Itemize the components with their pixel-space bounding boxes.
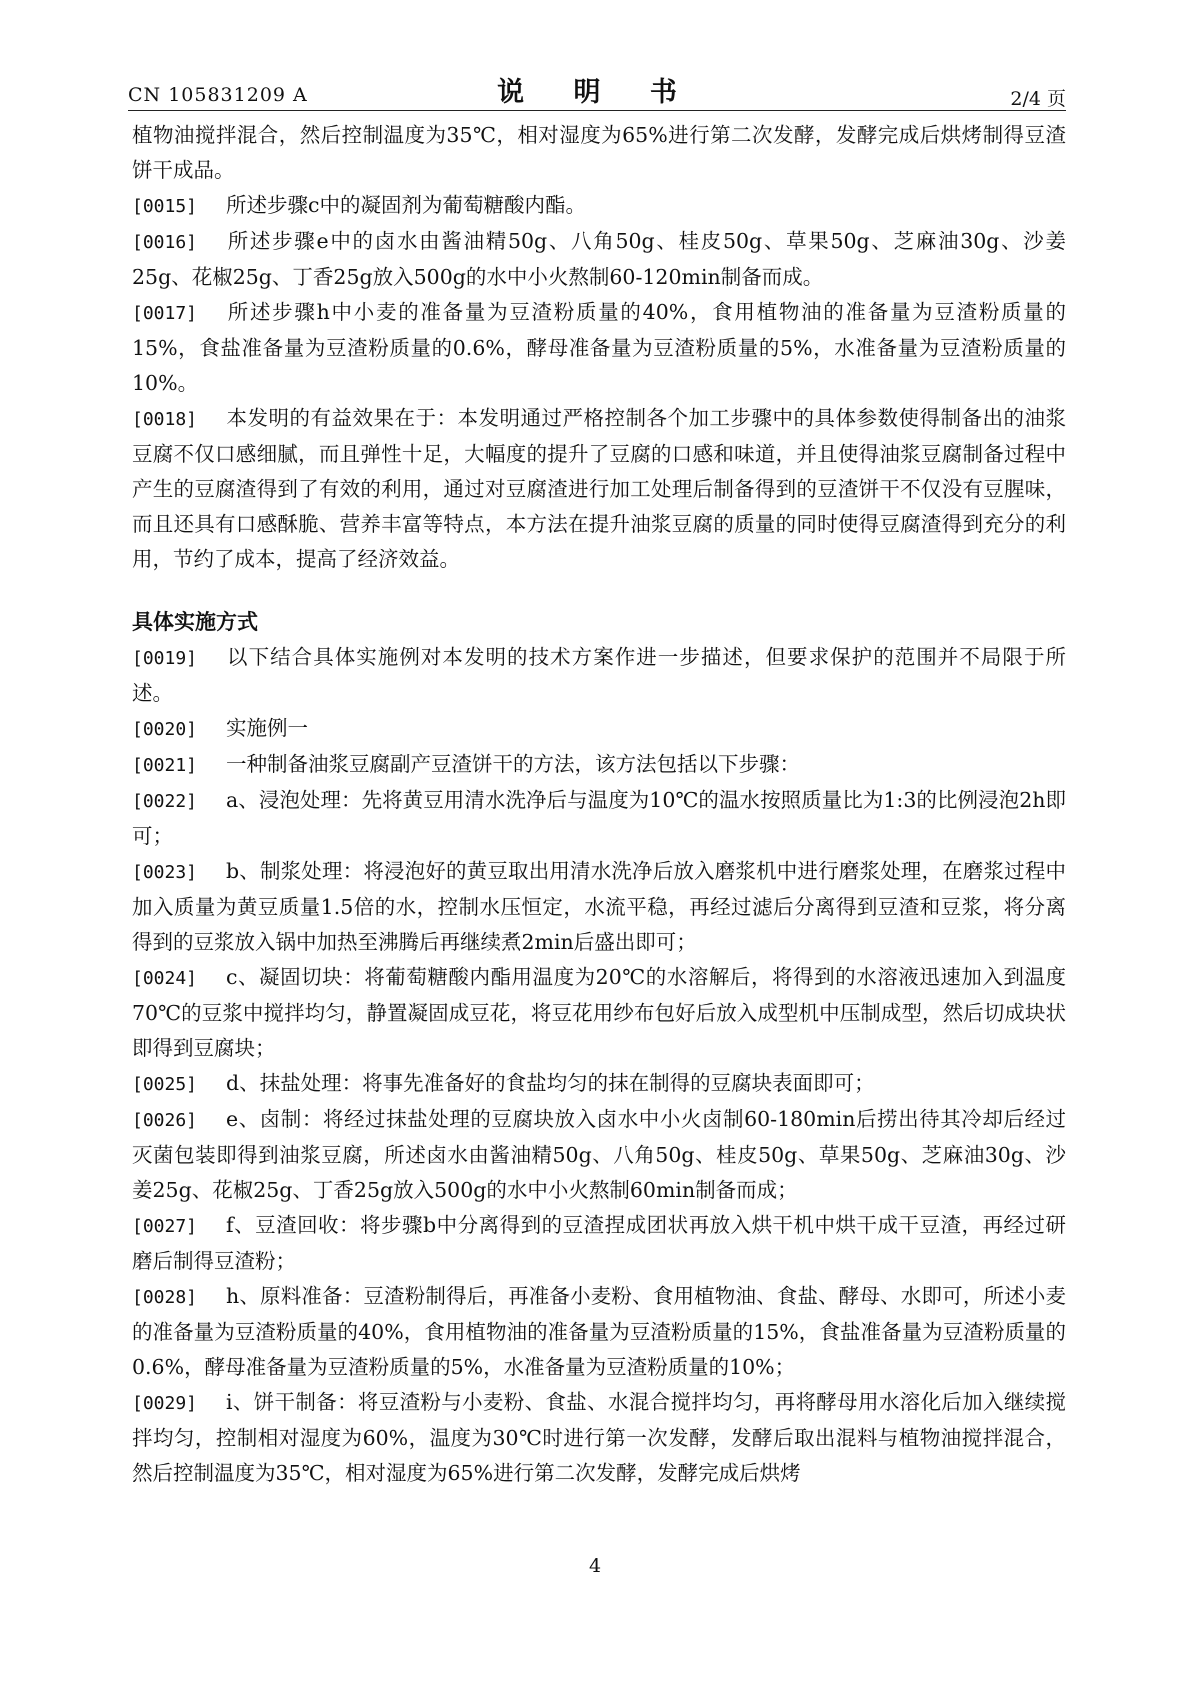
document-title: 说 明 书	[497, 77, 697, 108]
paragraph	[132, 1102, 1066, 1208]
paragraph-text: 所述步骤c中的凝固剂为葡萄糖酸内酯。	[226, 193, 586, 217]
document-body	[132, 118, 1066, 1491]
lead-paragraph: 植物油搅拌混合，然后控制温度为35℃，相对湿度为65%进行第二次发酵，发酵完成后烘烤制得豆渣饼干成品。	[132, 123, 1066, 182]
paragraph-text: 所述步骤e中的卤水由酱油精50g、八角50g、桂皮50g、草果50g、芝麻油30g、沙姜25g、花椒25g、丁香25g放入500g的水中小火熬制60-120min制备而成。	[132, 229, 1066, 289]
paragraph-text: d、抹盐处理：将事先准备好的食盐均匀的抹在制得的豆腐块表面即可；	[226, 1071, 875, 1095]
page-number: 4	[588, 1555, 602, 1577]
paragraph-text: f、豆渣回收：将步骤b中分离得到的豆渣捏成团状再放入烘干机中烘干成干豆渣，再经过研磨后制得豆渣粉；	[132, 1213, 1066, 1273]
paragraph	[132, 960, 1066, 1066]
paragraph-text: c、凝固切块：将葡萄糖酸内酯用温度为20℃的水溶解后，将得到的水溶液迅速加入到温度70℃的豆浆中搅拌均匀，静置凝固成豆花，将豆花用纱布包好后放入成型机中压制成型，然后切成块状即得到豆腐块；	[132, 965, 1066, 1060]
patent-number: CN 105831209 A	[128, 84, 308, 106]
paragraph-number: [0023]	[132, 862, 198, 883]
paragraph-number: [0027]	[132, 1216, 198, 1237]
paragraph-number: [0024]	[132, 968, 198, 989]
page-indicator: 2/4 页	[1010, 88, 1066, 110]
paragraph	[132, 783, 1066, 854]
paragraph	[132, 224, 1066, 295]
paragraph	[132, 640, 1066, 711]
paragraph-number: [0028]	[132, 1287, 198, 1308]
paragraph-text: 所述步骤h中小麦的准备量为豆渣粉质量的40%，食用植物油的准备量为豆渣粉质量的15%，食盐准备量为豆渣粉质量的0.6%，酵母准备量为豆渣粉质量的5%，水准备量为豆渣粉质量的10%。	[132, 300, 1066, 395]
paragraph-number: [0017]	[132, 303, 198, 324]
paragraph-text: 以下结合具体实施例对本发明的技术方案作进一步描述，但要求保护的范围并不局限于所述。	[132, 645, 1066, 705]
page-header	[128, 70, 1066, 114]
paragraph-group-b	[132, 640, 1066, 1491]
paragraph-text: e、卤制：将经过抹盐处理的豆腐块放入卤水中小火卤制60-180min后捞出待其冷却后经过灭菌包装即得到油浆豆腐，所述卤水由酱油精50g、八角50g、桂皮50g、草果50g、芝麻油30g、沙姜25g、花椒25g、丁香25g放入500g的水中小火熬制60min制备而成；	[132, 1107, 1066, 1202]
paragraph-number: [0026]	[132, 1110, 198, 1131]
paragraph-number: [0018]	[132, 409, 198, 430]
paragraph-text: i、饼干制备：将豆渣粉与小麦粉、食盐、水混合搅拌均匀，再将酵母用水溶化后加入继续搅拌均匀，控制相对湿度为60%，温度为30℃时进行第一次发酵，发酵后取出混料与植物油搅拌混合，然后控制温度为35℃，相对湿度为65%进行第二次发酵，发酵完成后烘烤	[132, 1390, 1066, 1485]
paragraph	[132, 1066, 1066, 1102]
paragraph-number: [0019]	[132, 648, 198, 669]
paragraph	[132, 295, 1066, 401]
paragraph	[132, 188, 1066, 224]
paragraph-number: [0022]	[132, 791, 198, 812]
paragraph	[132, 1208, 1066, 1279]
paragraph	[132, 401, 1066, 577]
paragraph	[132, 1385, 1066, 1491]
paragraph-number: [0025]	[132, 1074, 198, 1095]
paragraph-text: 本发明的有益效果在于：本发明通过严格控制各个加工步骤中的具体参数使得制备出的油浆豆腐不仅口感细腻，而且弹性十足，大幅度的提升了豆腐的口感和味道，并且使得油浆豆腐制备过程中产生的豆腐渣得到了有效的利用，通过对豆腐渣进行加工处理后制备得到的豆渣饼干不仅没有豆腥味，而且还具有口感酥脆、营养丰富等特点，本方法在提升油浆豆腐的质量的同时使得豆腐渣得到充分的利用，节约了成本，提高了经济效益。	[132, 406, 1066, 571]
paragraph-text: 一种制备油浆豆腐副产豆渣饼干的方法，该方法包括以下步骤：	[226, 752, 800, 776]
paragraph-number: [0020]	[132, 719, 198, 740]
paragraph-number: [0021]	[132, 755, 198, 776]
paragraph-number: [0016]	[132, 232, 198, 253]
paragraph-text: b、制浆处理：将浸泡好的黄豆取出用清水洗净后放入磨浆机中进行磨浆处理，在磨浆过程中加入质量为黄豆质量1.5倍的水，控制水压恒定，水流平稳，再经过滤后分离得到豆渣和豆浆，将分离得到的豆浆放入锅中加热至沸腾后再继续煮2min后盛出即可；	[132, 859, 1066, 954]
paragraph-number: [0029]	[132, 1393, 198, 1414]
header-rule	[128, 110, 1066, 111]
paragraph	[132, 711, 1066, 747]
paragraph-text: h、原料准备：豆渣粉制得后，再准备小麦粉、食用植物油、食盐、酵母、水即可，所述小麦的准备量为豆渣粉质量的40%，食用植物油的准备量为豆渣粉质量的15%，食盐准备量为豆渣粉质量的0.6%，酵母准备量为豆渣粉质量的5%，水准备量为豆渣粉质量的10%；	[132, 1284, 1066, 1379]
section-heading: 具体实施方式	[132, 610, 258, 634]
paragraph-text: 实施例一	[226, 716, 308, 740]
paragraph	[132, 1279, 1066, 1385]
paragraph-group-a	[132, 188, 1066, 577]
paragraph-text: a、浸泡处理：先将黄豆用清水洗净后与温度为10℃的温水按照质量比为1:3的比例浸泡2h即可；	[132, 788, 1066, 848]
paragraph	[132, 747, 1066, 783]
paragraph-number: [0015]	[132, 196, 198, 217]
paragraph	[132, 854, 1066, 960]
